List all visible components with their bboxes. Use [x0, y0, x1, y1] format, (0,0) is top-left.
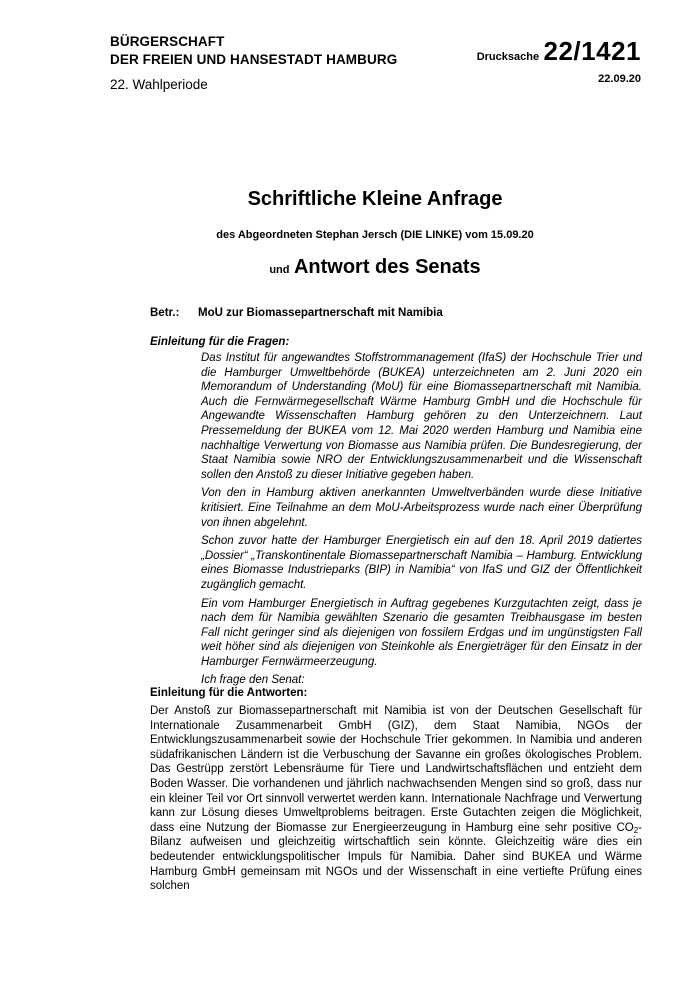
answer-heading [0, 256, 700, 279]
answer-prefix: und [269, 264, 290, 276]
parliament-name-line1: BÜRGERSCHAFT [110, 34, 225, 49]
parliament-name-line2: DER FREIEN UND HANSESTADT HAMBURG [110, 52, 398, 67]
intro-questions-heading: Einleitung für die Fragen: [150, 336, 290, 348]
intro-questions-body [201, 351, 642, 692]
subject-line [150, 307, 443, 319]
drucksache-label: Drucksache [476, 51, 540, 63]
co2-subscript: 2 [633, 825, 639, 835]
document-date: 22.09.20 [598, 73, 641, 85]
document-subtitle: des Abgeordneten Stephan Jersch (DIE LINKE) vom 15.09.20 [216, 229, 534, 241]
intro-paragraph: Ich frage den Senat: [201, 674, 305, 687]
intro-paragraph: Schon zuvor hatte der Hamburger Energietisch ein auf den 18. April 2019 datiertes „Dossier“ „Transkontinentale Biomassepartnerschaft Namibia – Hamburg. Entwicklung eines Biomasse Industrieparks (BIP) in Namibia“ von IfaS und GIZ der Öffentlichkeit zugänglich gemacht. [201, 535, 642, 591]
document-header-right [477, 36, 641, 85]
intro-paragraph: Ein vom Hamburger Energietisch in Auftrag gegebenes Kurzgutachten zeigt, dass je nach dem für Namibia gewählten Szenario die gesamten Treibhausgase im besten Fall nicht geringer sind als diejenigen von fossilem Erdgas und im ungünstigsten Fall weit höher sind als diejenigen von Steinkohle als Energieträger für den Einsatz in der Hamburger Fernwärmeerzeugung. [201, 597, 642, 668]
subject-label: Betr.: [150, 307, 180, 319]
intro-answers-body [150, 704, 642, 894]
drucksache-block [477, 36, 641, 67]
drucksache-number: 22/1421 [543, 36, 641, 66]
intro-answers-heading: Einleitung für die Antworten: [150, 687, 308, 699]
answer-title: Antwort des Senats [293, 256, 481, 278]
answer-text-part1: Der Anstoß zur Biomassepartnerschaft mit Namibia ist von der Deutschen Gesellschaft für Internationale Zusammenarbeit GmbH (GIZ), dem Staat Namibia, NGOs der Entwicklungszusammenarbeit sowie der Hochschule Trier gekommen. In Namibia und anderen südafrikanischen Ländern ist die Verbuschung der Savanne ein großes ökologisches Problem. Das Gestrüpp zerstört Lebensräume für Tiere und Landwirtschaftsflächen und entzieht dem Boden Wasser. Die vorhandenen und jährlich nachwachsenden Mengen sind so groß, dass nur ein kleiner Teil vor Ort sinnvoll verwertet werden kann. Internationale Nachfrage und Verwertung kann zur Lösung dieses Umweltproblems beitragen. Erste Gutachten zeigen die Möglichkeit, dass eine Nutzung der Biomasse zur Energieerzeugung in Hamburg eine sehr positive CO [150, 705, 642, 834]
intro-paragraph: Das Institut für angewandtes Stoffstrommanagement (IfaS) der Hochschule Trier und die Hamburger Umweltbehörde (BUKEA) unterzeichneten am 2. Juni 2020 ein Memorandum of Understanding (MoU) für eine Biomassepartnerschaft mit Namibia. Auch die Fernwärmegesellschaft Wärme Hamburg GmbH und die Hochschule für Angewandte Wissenschaften Hamburg gehören zu den Unterzeichnern. Laut Pressemeldung der BUKEA vom 12. Mai 2020 werden Hamburg und Namibia eine nachhaltige Verwertung von Biomasse aus Namibia prüfen. Die Bundesregierung, der Staat Namibia sowie NRO der Entwicklungszusammenarbeit und die Wissenschaft sollen den Anstoß zu dieser Initiative gegeben haben. [201, 352, 642, 481]
answer-text-part2: -Bilanz aufweisen und gleichzeitig wirtschaftlich sein könnte. Gleichzeitig wäre dies ein bedeutender entwicklungspolitischer Impuls für Namibia. Daher sind BUKEA und Wärme Hamburg GmbH gemeinsam mit NGOs und der Wissenschaft in eine vertiefte Prüfung eines solchen [150, 821, 642, 893]
document-title: Schriftliche Kleine Anfrage [247, 188, 503, 210]
intro-paragraph: Von den in Hamburg aktiven anerkannten Umweltverbänden wurde diese Initiative kritisiert. Eine Teilnahme an dem MoU-Arbeitsprozess wurde nach einer Überprüfung von ihnen abgelehnt. [201, 487, 642, 529]
legislative-period: 22. Wahlperiode [110, 77, 208, 92]
document-header-left [110, 33, 397, 92]
subject-text: MoU zur Biomassepartnerschaft mit Namibia [198, 307, 443, 319]
